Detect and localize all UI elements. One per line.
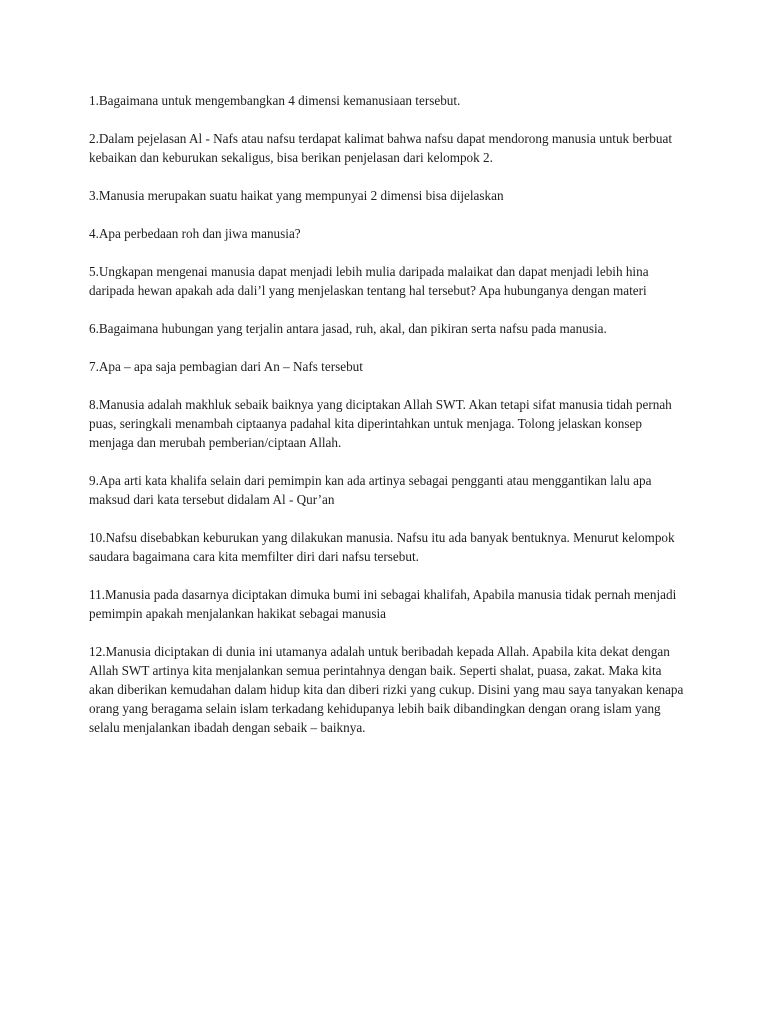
question-8: 8.Manusia adalah makhluk sebaik baiknya yang diciptakan Allah SWT. Akan tetapi sifat manusia tidah pernah puas, seringkali menambah ciptaanya padahal kita diperintahkan untuk menjaga. Tolong jelaskan konsep menjaga dan merubah pemberian/ciptaan Allah. [89,397,672,450]
question-6: 6.Bagaimana hubungan yang terjalin antara jasad, ruh, akal, dan pikiran serta nafsu pada manusia. [89,321,607,336]
question-10: 10.Nafsu disebabkan keburukan yang dilakukan manusia. Nafsu itu ada banyak bentuknya. Menurut kelompok saudara bagaimana cara kita memfilter diri dari nafsu tersebut. [89,530,675,564]
question-2: 2.Dalam pejelasan Al - Nafs atau nafsu terdapat kalimat bahwa nafsu dapat mendorong manusia untuk berbuat kebaikan dan keburukan sekaligus, bisa berikan penjelasan dari kelompok 2. [89,131,672,165]
question-5: 5.Ungkapan mengenai manusia dapat menjadi lebih mulia daripada malaikat dan dapat menjadi lebih hina daripada hewan apakah ada dali’l yang menjelaskan tentang hal tersebut? Apa hubunganya dengan materi [89,264,649,298]
question-1: 1.Bagaimana untuk mengembangkan 4 dimensi kemanusiaan tersebut. [89,93,461,108]
question-3: 3.Manusia merupakan suatu haikat yang mempunyai 2 dimensi bisa dijelaskan [89,188,504,203]
question-11: 11.Manusia pada dasarnya diciptakan dimuka bumi ini sebagai khalifah, Apabila manusia tidak pernah menjadi pemimpin apakah menjalankan hakikat sebagai manusia [89,587,677,621]
question-7: 7.Apa – apa saja pembagian dari An – Nafs tersebut [89,359,363,374]
question-9: 9.Apa arti kata khalifa selain dari pemimpin kan ada artinya sebagai pengganti atau menggantikan lalu apa maksud dari kata tersebut didalam Al - Qur’an [89,473,652,507]
question-4: 4.Apa perbedaan roh dan jiwa manusia? [89,226,301,241]
question-12: 12.Manusia diciptakan di dunia ini utamanya adalah untuk beribadah kepada Allah. Apabila kita dekat dengan Allah SWT artinya kita menjalankan semua perintahnya dengan baik. Seperti shalat, puasa, zakat. Maka kita akan diberikan kemudahan dalam hidup kita dan diberi rizki yang cukup. Disini yang mau saya tanyakan kenapa orang yang beragama selain islam terkadang kehidupanya lebih baik dibandingkan dengan orang islam yang selalu menjalankan ibadah dengan sebaik – baiknya. [89,644,684,735]
question-list [89,91,689,756]
